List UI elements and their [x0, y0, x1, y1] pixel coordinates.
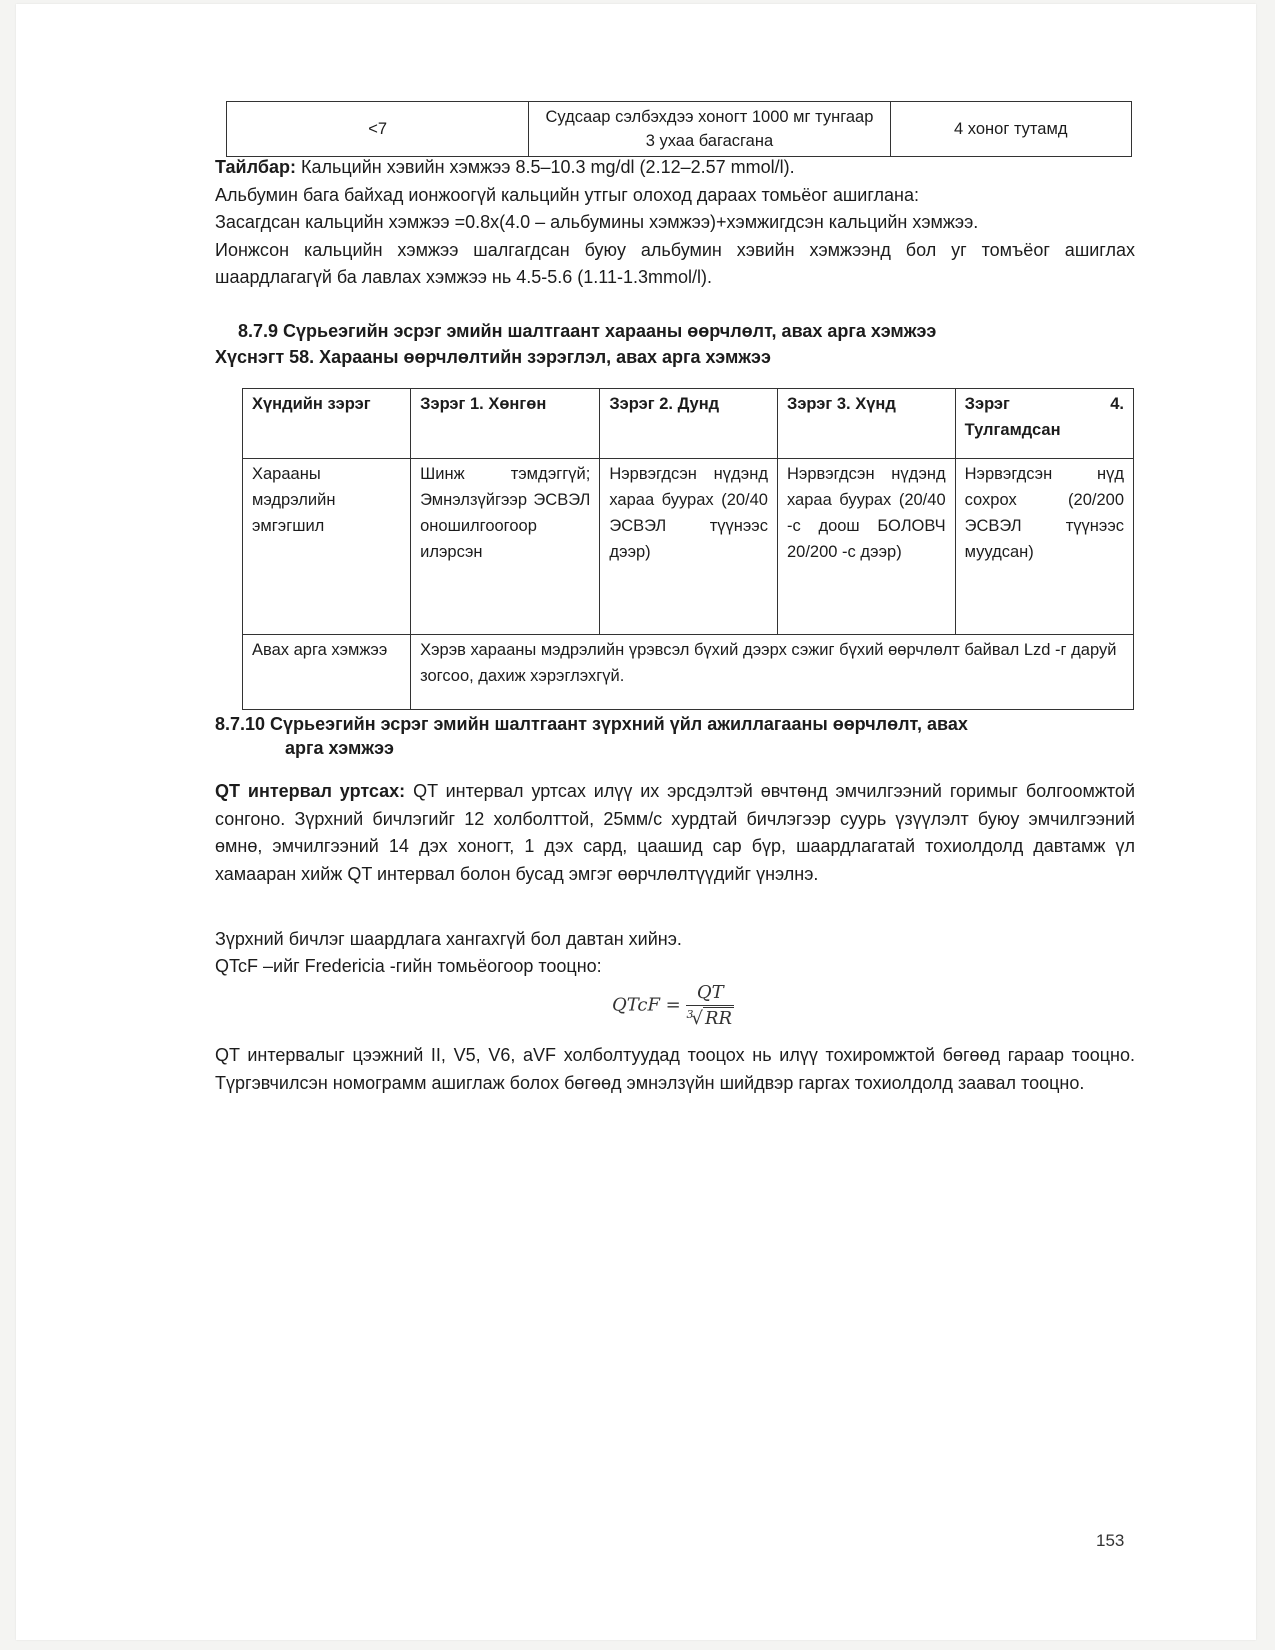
note-block	[215, 154, 1135, 292]
table-row	[243, 635, 1134, 710]
repeat-text: Зүрхний бичлэг шаардлага хангахгүй бол давтан хийнэ.	[215, 929, 682, 949]
note-line-3: Засагдсан кальцийн хэмжээ =0.8x(4.0 – альбумины хэмжээ)+хэмжигдсэн кальцийн хэмжээ.	[215, 212, 979, 232]
calcium-dose-table	[226, 101, 1132, 157]
header-cell: Зэрэг 2. Дунд	[600, 389, 778, 459]
table-header-row	[243, 389, 1134, 459]
section-heading-8710: 8.7.10 Сүрьеэгийн эсрэг эмийн шалтгаант зүрхний үйл ажиллагааны өөрчлөлт, авах арга хэмжээ	[215, 714, 968, 758]
table-cell: Хэрэв харааны мэдрэлийн үрэвсэл бүхий дээрх сэжиг бүхий өөрчлөлт байвал Lzd -г даруй зогсоо, дахиж хэрэглэхгүй.	[411, 635, 1134, 710]
table-caption: Хүснэгт 58. Харааны өөрчлөлтийн зэрэглэл, авах арга хэмжээ	[215, 347, 771, 367]
final-paragraph: QT интервалыг цээжний II, V5, V6, aVF холболтуудад тооцох нь илүү тохиромжтой бөгөөд гараар тооцно. Түргэвчилсэн номограмм ашиглаж болох бөгөөд эмнэлзүйн шийдвэр гаргах тохиолдолд заавал тооцно.	[215, 1045, 1135, 1093]
formula-fraction: $\frac{QT}{^3√ RR}$	[686, 982, 733, 1029]
table-cell: Нэрвэгдсэн нүдэнд хараа буурах (20/40 ЭСВЭЛ түүнээс дээр)	[600, 459, 778, 635]
page-number: 153	[1096, 1531, 1125, 1550]
row-label: Харааны мэдрэлийн эмгэгшил	[243, 459, 411, 635]
header-cell: Зэрэг 3. Хүнд	[777, 389, 955, 459]
row-label: Авах арга хэмжээ	[243, 635, 411, 710]
header-cell: Хүндийн зэрэг	[243, 389, 411, 459]
qt-paragraph: QT интервал уртсах: QT интервал уртсах илүү их эрсдэлтэй өвчтөнд эмчилгээний горимыг болгоомжтой сонгоно. Зүрхний бичлэгийг 12 холболттой, 25мм/с хурдтай бичлэгээр суурь үзүүлэлт буюу эмчилгээний өмнө, эмчилгээний 14 дэх хоногт, 1 дэх сард, цаашид сар бүр, шаардлагатай тохиолдолд давтамж үл хамааран хийж QT интервал болон бусад эмгэг өөрчлөлтүүдийг үнэлнэ.	[215, 781, 1135, 884]
note-line-4: Ионжсон кальцийн хэмжээ шалгагдсан буюу альбумин хэвийн хэмжээнд бол уг томъёог ашиглах шаардлагагүй ба лавлах хэмжээ нь 4.5-5.6 (1.11-1.3mmol/l).	[215, 239, 1135, 287]
table-row	[243, 459, 1134, 635]
qtcf-formula: QTcF = $\frac{QT}{^3√ RR}$	[612, 982, 733, 1029]
qtcf-intro: QTcF –ийг Fredericia -гийн томьёогоор тооцно:	[215, 956, 602, 976]
section-heading-879: 8.7.9 Сүрьеэгийн эсрэг эмийн шалтгаант харааны өөрчлөлт, авах арга хэмжээ	[238, 321, 937, 341]
note-line-2: Альбумин бага байхад ионжоогүй кальцийн утгыг олоход дараах томьёог ашиглана:	[215, 184, 919, 205]
note-label: Тайлбар:	[215, 157, 296, 177]
header-cell: Зэрэг 1. Хөнгөн	[411, 389, 600, 459]
table-cell: Нэрвэгдсэн нүдэнд хараа буурах (20/40 -с доош БОЛОВЧ 20/200 -с дээр)	[777, 459, 955, 635]
table-cell: 4 хоног тутамд	[890, 102, 1131, 157]
table-cell: Судсаар сэлбэхдээ хоногт 1000 мг тунгаар 3 ухаа багасгана	[529, 102, 890, 157]
table-row	[227, 102, 1132, 157]
qt-label: QT интервал уртсах:	[215, 781, 406, 801]
header-cell: Зэрэг 4. Тулгамдсан	[955, 389, 1133, 459]
table-cell: Шинж тэмдэггүй; Эмнэлзүйгээр ЭСВЭЛ оношилгоогоор илэрсэн	[411, 459, 600, 635]
note-line-1: Тайлбар: Кальцийн хэвийн хэмжээ 8.5–10.3 mg/dl (2.12–2.57 mmol/l).	[215, 157, 795, 177]
table-cell: Нэрвэгдсэн нүд сохрох (20/200 ЭСВЭЛ түүнээс муудсан)	[955, 459, 1133, 635]
table-cell: <7	[227, 102, 529, 157]
vision-grade-table	[242, 388, 1134, 710]
